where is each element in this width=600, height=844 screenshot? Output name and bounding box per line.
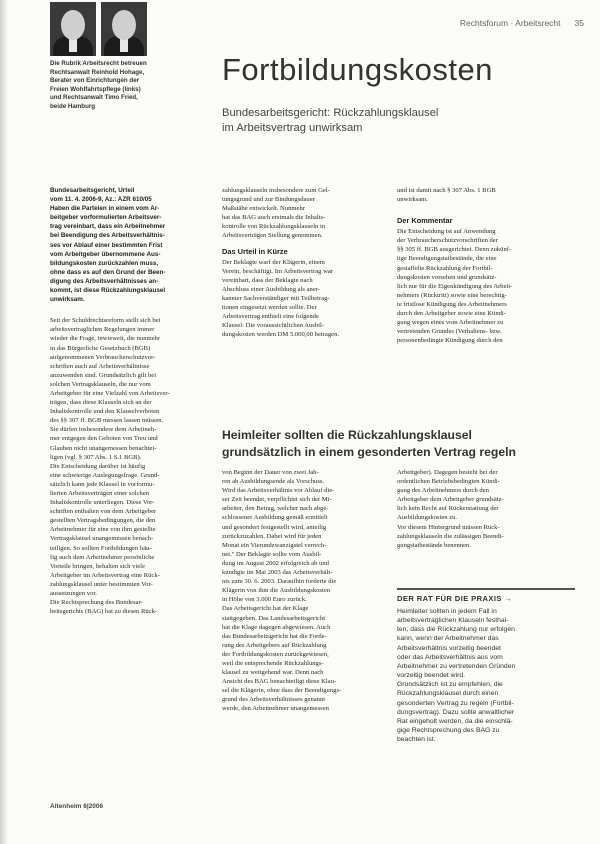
text-line: gung wegen eines vom Arbeitnehmer zu [397, 319, 504, 327]
text-line: dungskosten werden DM 5.000,00 betragen. [222, 331, 340, 339]
text-line: Arbeitgeber). Dagegen besteht bei der [397, 469, 498, 476]
lead-line: ses vor Ablauf einer bestimmten Frist [50, 241, 163, 249]
section-heading-urteil: Das Urteil in Kürze [222, 246, 288, 256]
practice-line: kann, wenn der Arbeitnehmer das [397, 635, 499, 643]
text-line: schriften auch auf Arbeitsverhältnisse [50, 362, 150, 370]
text-line: Arbeitgeber dem Arbeitgeber grundsätz- [397, 496, 504, 504]
text-line: und gesondert festgestellt wird, anteilig [222, 523, 327, 531]
text-line: der Fortbildungskosten zurückgewiesen, [222, 650, 329, 658]
text-line: tionen eingesetzt werden sollte. Der [222, 304, 317, 312]
text-line: zurückzuzahlen. Dabei wird für jeden [222, 532, 322, 540]
practice-line: Rückzahlungsklausel durch einen [397, 690, 499, 698]
caption-line: beide Hamburg [50, 102, 96, 110]
lead-line: bildungskosten zurückzahlen muss, [50, 259, 159, 267]
pull-heading-line: Heimleiter sollten die Rückzahlungsklausel [222, 428, 472, 442]
practice-box-text [397, 607, 515, 744]
text-line: Seit der Schuldrechtsreform stellt sich bei [50, 317, 161, 325]
practice-line: Grundsätzlich ist zu empfehlen, die [397, 681, 503, 689]
text-line: Die Entscheidung ist auf Anwendung [397, 228, 496, 236]
author-caption [50, 60, 168, 112]
text-line: in das Bürgerliche Gesetzbuch (BGB) [50, 344, 151, 352]
text-line: dung im August 2002 erfolgreich ab und [222, 559, 329, 567]
text-line: Ausbildungskosten zu. [397, 514, 458, 522]
text-line: Inhaltskontrolle unterliegen. Diese Vor- [50, 499, 155, 507]
text-line: lich kein Recht auf Rückerstattung der [397, 505, 499, 513]
text-line: beitsgerichts (BAG) hat zu diesen Rück- [50, 608, 158, 616]
page-number: 35 [574, 18, 584, 28]
text-line: klausel zu weitgehend war. Denn nach [222, 669, 324, 677]
text-line: sätzlich kann jede Klausel in vorformu- [50, 480, 155, 488]
text-line: Klägerin von ihm die Ausbildungskosten [222, 587, 331, 595]
text-line: Monat ein Vierundzwanzigstel verrech- [222, 541, 327, 549]
text-line: trägen, dass diese Klauseln sich an der [50, 399, 152, 407]
practice-line: arbeitsvertraglichen Klauseln festhal- [397, 617, 509, 625]
text-line: Der Beklagte warf der Klägerin, einem [222, 258, 325, 266]
text-line: zahlungsklausel unter bestimmten Vor- [50, 580, 153, 588]
text-line: fig auch dem Arbeitnehmer persönliche [50, 553, 155, 561]
text-line: der Verbraucherschutzvorschriften der [397, 237, 498, 245]
text-line: nehmers (Rücktritt) sowie eine berechtig- [397, 291, 507, 299]
lead-line: ohne dass es auf den Grund der Been- [50, 268, 166, 276]
text-line: gung des Arbeitnehmers durch den [397, 487, 489, 495]
text-line: werde, den Arbeitnehmer unangemessen [222, 705, 329, 713]
text-line: stattgegeben. Das Landesarbeitsgericht [222, 614, 326, 622]
text-line: Klausel: Die voraussichtlichen Ausbil- [222, 322, 324, 330]
lead-line: vom Arbeitgeber übernommene Aus- [50, 250, 161, 258]
caption-line: Rechtsanwalt Reinhold Hohage, [50, 68, 145, 76]
column-3-kommentar-text [397, 227, 562, 345]
running-header [460, 18, 584, 28]
section-label: Rechtsforum · Arbeitsrecht [459, 18, 561, 28]
text-line: Arbeitnehmer für eine von ihm gestellte [50, 526, 156, 534]
pull-heading [222, 427, 516, 461]
text-line: Inhaltskontrolle und den Klauselverboten [50, 408, 160, 416]
lead-line: bei Beendigung des Arbeitsverhältnis- [50, 232, 165, 240]
text-line: Sie dürfen insbesondere dem Arbeitneh- [50, 426, 157, 434]
text-line: Das Arbeitsgericht hat der Klage [222, 605, 309, 613]
lead-line: vom 11. 4. 2006-9, Az.: AZR 610/05 [50, 196, 152, 204]
text-line: Vertragsklausel unangemessen benach- [50, 535, 154, 543]
pull-heading-line: grundsätzlich in einem gesonderten Vertrag regeln [222, 445, 516, 459]
subtitle-line: im Arbeitsvertrag unwirksam [222, 122, 363, 134]
text-line: wieder die Frage, inwieweit, die nunmehr [50, 335, 161, 343]
lead-line: trag vereinbart, dass ein Arbeitnehmer [50, 223, 166, 231]
practice-box-title: DER RAT FÜR DIE PRAXIS → [397, 594, 513, 603]
text-line: hat die Klage dagegen abgewiesen. Auch [222, 623, 331, 631]
text-line: personenbedingte Kündigung durch den [397, 337, 503, 345]
page-footer: Altenheim 6|2006 [50, 803, 104, 810]
caption-line: Die Rubrik Arbeitsrecht betreuen [50, 60, 147, 67]
text-line: in Höhe von 3.000 Euro zurück. [222, 596, 307, 604]
text-line: Wird das Arbeitsverhältnis vor Ablauf die- [222, 487, 335, 495]
practice-line: Arbeitnehmer zu vertretenden Gründen [397, 662, 516, 670]
text-line: aufgenommenen Verbraucherschutzvor- [50, 353, 156, 361]
text-line: vereinbart, dass der Beklagte nach [222, 276, 313, 284]
text-line: Arbeitgeber für eine Vielzahl von Arbeitsver- [50, 389, 170, 397]
article-title: Fortbildungskosten [222, 52, 493, 87]
practice-line: gesonderten Vertrag zu regeln (Fortbil- [397, 699, 514, 707]
text-line: ordentlichen Betriebsbedingten Kündi- [397, 478, 500, 486]
subtitle-line: Bundesarbeitsgericht: Rückzahlungsklausel [222, 107, 439, 119]
text-line: lich nur für die Eigenkündigung des Arbeit- [397, 282, 513, 290]
text-line: sel die Klägerin, ohne dass der Beendigungs- [222, 687, 342, 695]
text-line: hat das BAG auch erstmals die Inhalts- [222, 214, 326, 222]
text-line: net." Der Beklagte sollte vom Ausbil- [222, 550, 322, 558]
column-2-urteil-text [222, 258, 382, 340]
text-line: Arbeitsvertrag enthielt eine folgende [222, 313, 319, 321]
page-edge-shadow [0, 0, 8, 844]
section-heading-kommentar: Der Kommentar [397, 216, 453, 226]
text-line: Arbeitsverträgen Stellung genommen. [222, 232, 323, 240]
column-2-intro [222, 186, 382, 241]
text-line: gestaffelte Rückzahlung der Fortbil- [397, 264, 493, 272]
text-line: dungskosten vorsehen und grundsätz- [397, 273, 497, 281]
lead-line: digung des Arbeitsverhältnisses an- [50, 277, 159, 285]
practice-line: gige Rechtsprechung des BAG zu [397, 727, 500, 735]
practice-line: Heimleiter sollten in jedem Fall in [397, 608, 497, 615]
lead-line: kommt, ist diese Rückzahlungsklausel [50, 287, 166, 295]
text-line: zahlungsklauseln die zulässigen Beendi- [397, 532, 504, 540]
caption-line: Berater von Einrichtungen der [50, 77, 140, 85]
lead-line: Bundesarbeitsgericht, Urteil [50, 187, 135, 194]
text-line: rung des Arbeitgebers auf Rückzahlung [222, 641, 327, 649]
text-line: tungsgrund und zur Bindungsdauer [222, 196, 315, 204]
practice-line: beachten ist. [397, 736, 436, 744]
text-line: teiligen. So sollten Fortbildungen häu- [50, 544, 152, 552]
column-2-top [222, 186, 382, 339]
text-line: te fristlose Kündigung des Arbeitnehmers [397, 300, 507, 308]
text-line: gungstatbestände benennen. [397, 541, 471, 549]
text-line: Abschluss einer Ausbildung als aner- [222, 285, 321, 293]
practice-line: dungsvertrag). Dazu sollte anwaltlicher [397, 708, 515, 716]
text-line: solchen Vertragsklauseln, die nur vom [50, 380, 151, 388]
text-line: kündigte im Mai 2003 das Arbeitsverhält- [222, 569, 333, 577]
text-line: mer entgegen den Geboten von Treu und [50, 435, 158, 443]
text-line: schriften enthalten von dem Arbeitgeber [50, 508, 157, 516]
caption-line: Freien Wohlfahrtspflege (links) [50, 85, 141, 93]
caption-line: und Rechtsanwalt Timo Fried, [50, 94, 138, 102]
text-line: kannter Sachverständiger mit Teilbetrag- [222, 294, 330, 302]
text-line: ser Zeit beendet, verpflichtet sich der Mi- [222, 496, 332, 504]
text-line: kontrolle von Rückzahlungsklauseln in [222, 223, 326, 231]
practice-line: oder das Arbeitsverhältnis aus vom [397, 653, 503, 661]
column-3-bottom [397, 468, 562, 550]
text-line: und ist damit nach § 307 Abs. 1 BGB [397, 187, 496, 194]
text-line: nis zum 30. 6. 2003. Daraufhin forderte die [222, 578, 337, 586]
text-line: eine schwierige Auslegungsfrage. Grund- [50, 471, 160, 479]
lead-line: unwirksam. [50, 296, 85, 304]
text-line: Vorteile bringen, behalten sich viele [50, 562, 145, 570]
text-line: Glauben nicht unangemessen benachtei- [50, 444, 157, 452]
text-line: durch den Arbeitgeber sowie eine Kündi- [397, 310, 506, 318]
text-line: grund des Arbeitsverhältnisses genannt [222, 696, 326, 704]
text-line: gestellten Vertragsbedingungen, die den [50, 517, 156, 525]
text-line: Verein, beschäftigt. Im Arbeitsvertrag war [222, 267, 333, 275]
author-photo-right [101, 2, 147, 56]
practice-line: Rat eingeholt werden, da die einschlä- [397, 717, 513, 725]
practice-box-rule [397, 588, 575, 590]
text-line: von Beginn der Dauer von zwei Jah- [222, 469, 319, 476]
article-subtitle [222, 106, 438, 136]
column-1-body [50, 316, 210, 616]
text-line: schlossener Ausbildung gemäß ermittelt [222, 514, 328, 522]
text-line: unwirksam. [397, 196, 428, 204]
text-line: arbeiter, den Betrag, welcher nach abge- [222, 505, 329, 513]
text-line: ligen (vgl. § 307 Abs. 1 S.1 BGB). [50, 453, 142, 461]
text-line: weil die entsprechende Rückzahlungs- [222, 659, 324, 667]
column-3-continued-text [397, 468, 562, 550]
text-line: aussetzungen vor. [50, 590, 97, 598]
column-3-intro [397, 186, 562, 204]
text-line: das Bundesarbeitsgericht hat die Forde- [222, 632, 327, 640]
text-line: Maßstäbe entwickelt. Nunmehr [222, 205, 305, 213]
practice-line: ten, dass die Rückzahlung nur erfolgen [397, 626, 515, 634]
column-2-bottom [222, 468, 382, 714]
practice-line: Arbeitsverhältnis vorzeitig beendet [397, 644, 501, 652]
text-line: §§ 305 ff. BGB ausgerichtet. Denn zukünf- [397, 246, 512, 254]
text-line: des §§ 307 ff. BGB messen lassen müssen. [50, 417, 164, 425]
text-line: arbeitsvertraglichen Regelungen immer [50, 326, 155, 334]
column-3-top [397, 186, 562, 345]
lead-summary [50, 186, 210, 304]
text-line: tige Beendigungstatbestände, die eine [397, 255, 497, 263]
text-line: Die Entscheidung darüber ist häufig [50, 462, 146, 470]
text-line: Vor diesem Hintergrund müssen Rück- [397, 523, 500, 531]
text-line: anzuwenden sind. Grundsätzlich gilt bei [50, 371, 157, 379]
lead-line: Haben die Parteien in einem vom Ar- [50, 205, 160, 213]
author-photo-left [50, 2, 96, 56]
text-line: lierten Arbeitsverträgen einer solchen [50, 490, 150, 497]
text-line: zahlungsklauseln insbesondere zum Gel- [222, 187, 330, 194]
text-line: Ansicht des BAG benachteiligt diese Klau- [222, 678, 337, 686]
text-line: Die Rechtsprechung des Bundesar- [50, 599, 143, 607]
text-line: Arbeitgeber im Arbeitsvertrag eine Rück- [50, 571, 160, 579]
column-1 [50, 186, 210, 616]
column-2-continued-text [222, 468, 382, 714]
text-line: ren ab Ausbildungsende als Vorschuss. [222, 478, 325, 486]
practice-line: vorzeitig beendet wird. [397, 672, 466, 680]
lead-line: beitgeber vorformulierten Arbeitsver- [50, 214, 162, 222]
text-line: vertretenden Grundes (Verhaltens- bzw. [397, 328, 502, 336]
